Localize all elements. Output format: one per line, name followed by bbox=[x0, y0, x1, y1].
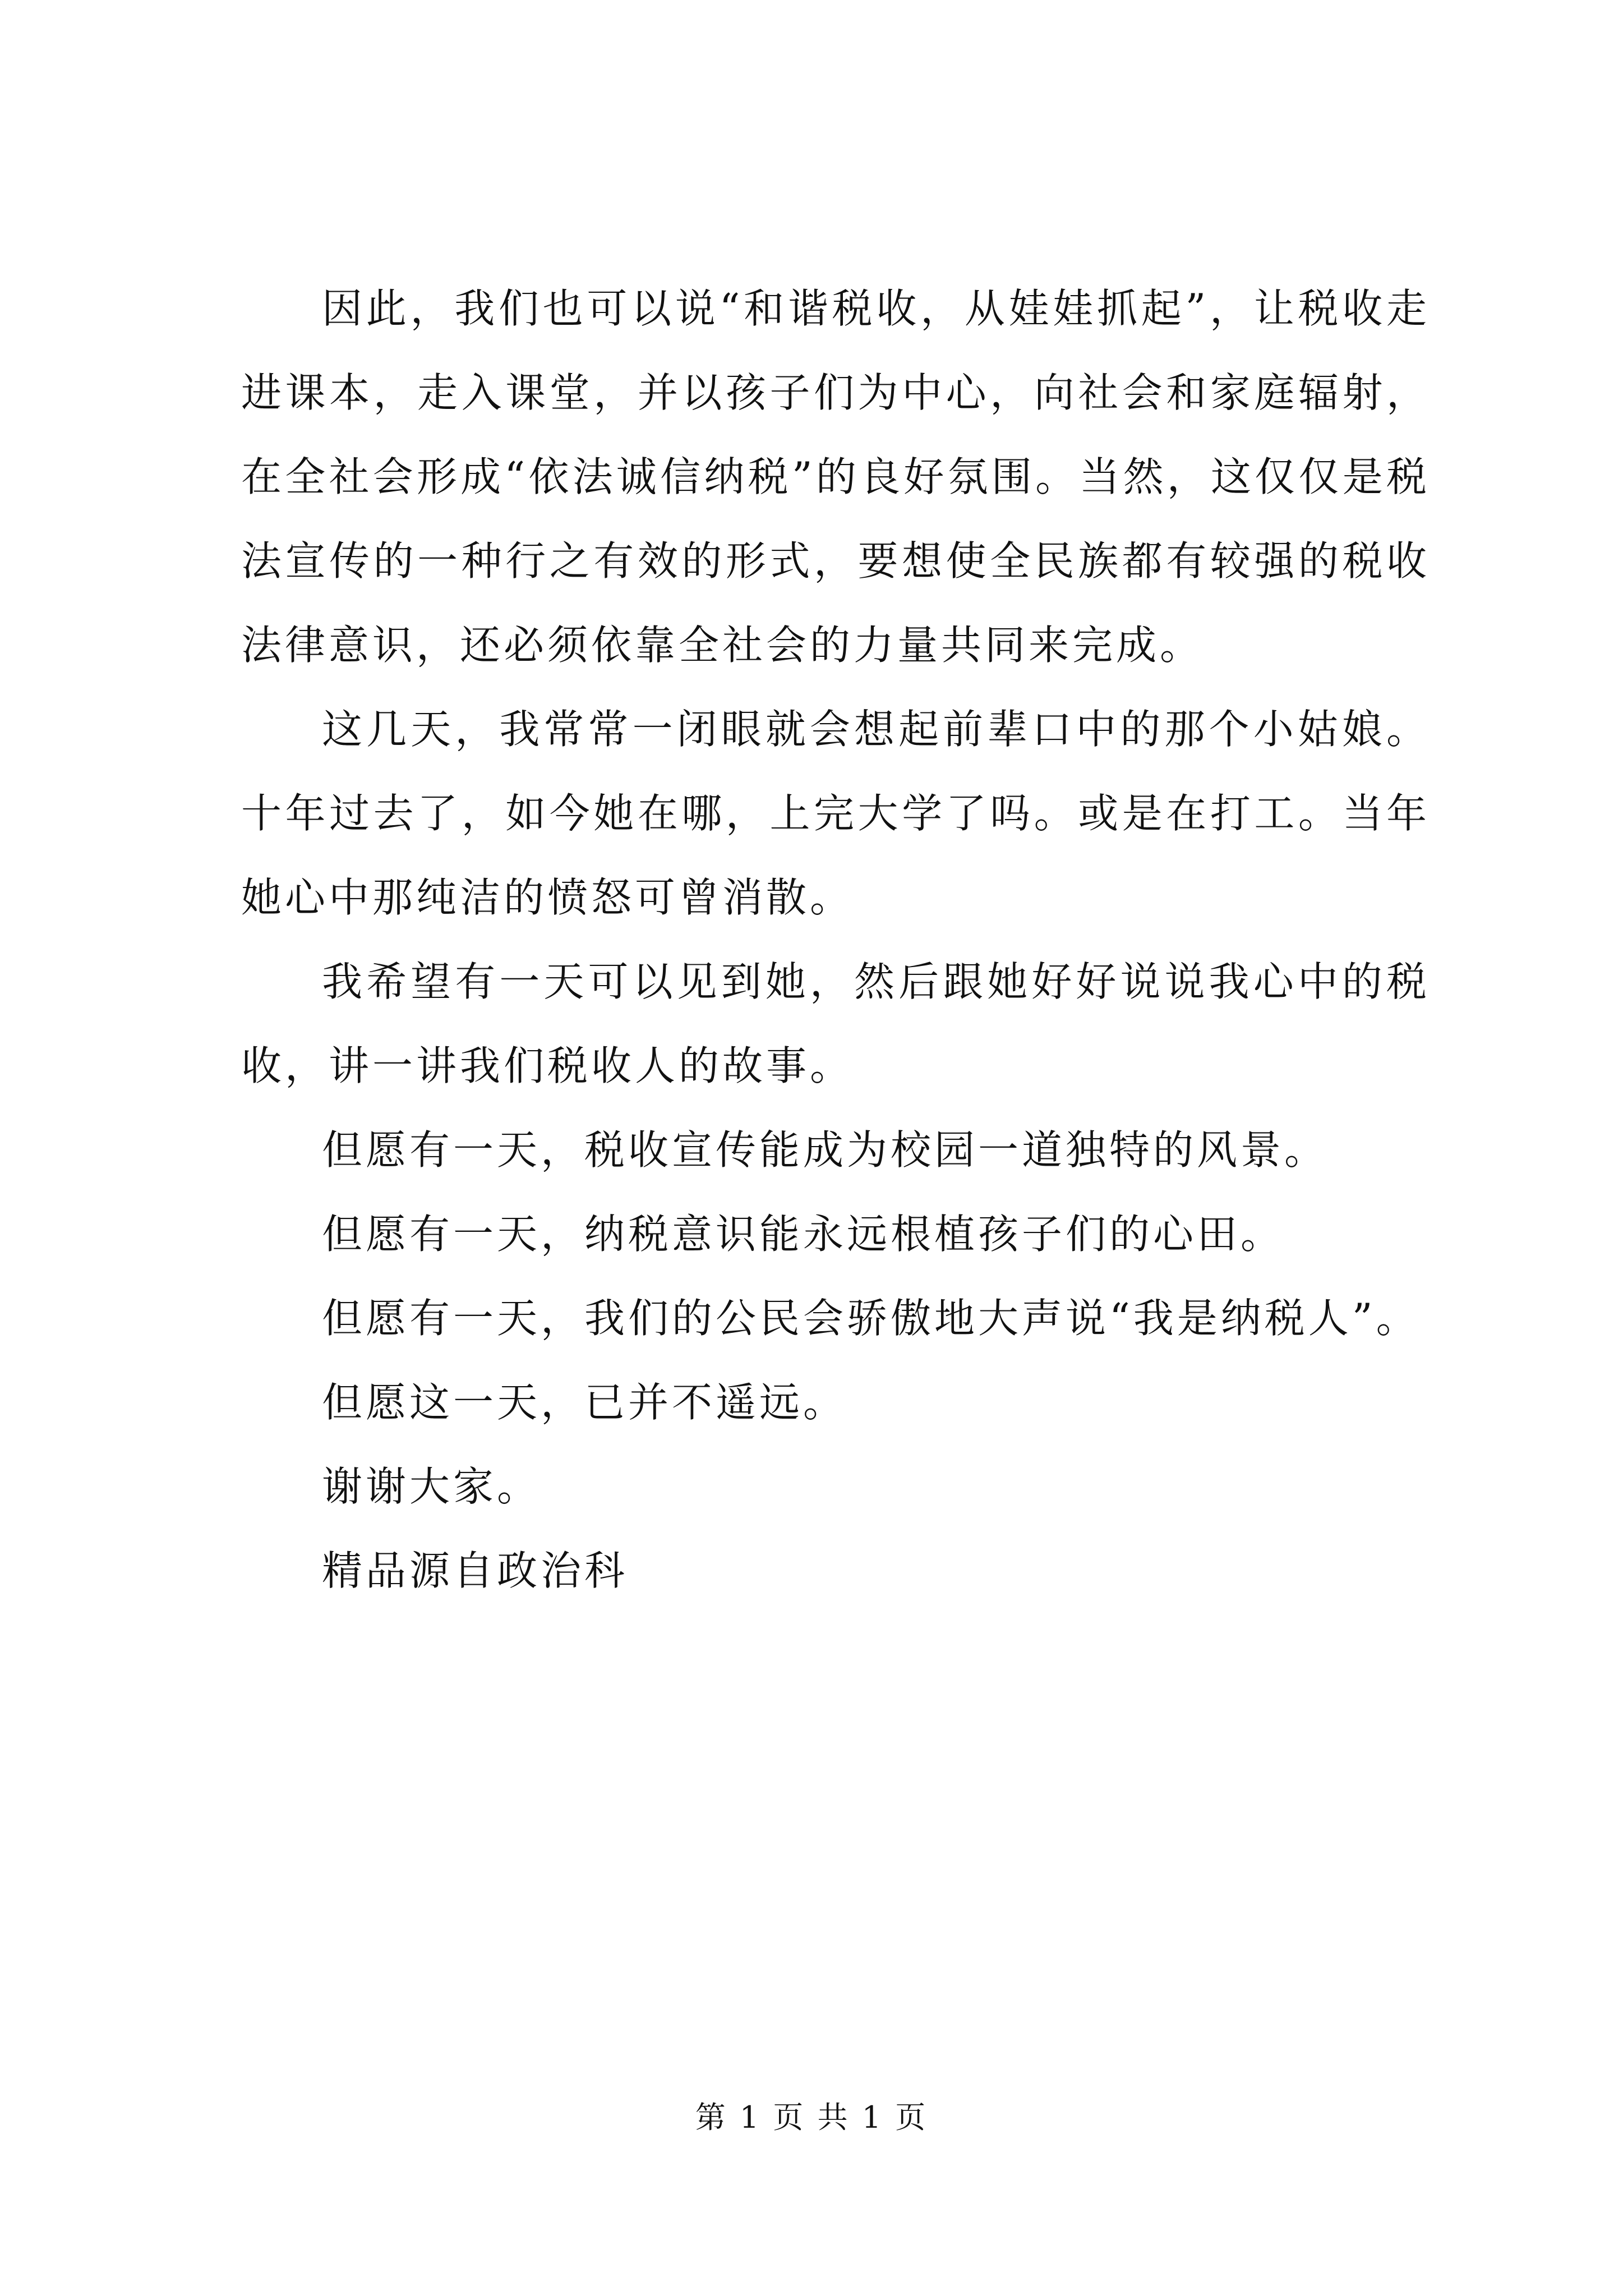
paragraph-2: 这几天，我常常一闭眼就会想起前辈口中的那个小姑娘。十年过去了，如今她在哪，上完大学了吗。或是在打工。当年她心中那纯洁的愤怒可曾消散。 bbox=[241, 706, 1430, 921]
wish-line-1: 但愿有一天，税收宣传能成为校园一道独特的风景。 bbox=[322, 1126, 1329, 1174]
page-number-footer: 第 1 页 共 1 页 bbox=[695, 2100, 928, 2135]
wish-line-3: 但愿有一天，我们的公民会骄傲地大声说“我是纳税人”。 bbox=[322, 1295, 1420, 1342]
wish-line-2: 但愿有一天，纳税意识能永远根植孩子们的心田。 bbox=[322, 1211, 1285, 1258]
paragraph-3: 我希望有一天可以见到她，然后跟她好好说说我心中的税收，讲一讲我们税收人的故事。 bbox=[241, 958, 1430, 1089]
thanks-line: 谢谢大家。 bbox=[322, 1463, 541, 1510]
wish-line-4: 但愿这一天，已并不遥远。 bbox=[322, 1379, 847, 1426]
paragraph-1: 因此，我们也可以说“和谐税收，从娃娃抓起”，让税收走进课本，走入课堂，并以孩子们为中心，向社会和家庭辐射，在全社会形成“依法诚信纳税”的良好氛围。当然，这仅仅是税法宣传的一种行之有效的形式，要想使全民族都有较强的税收法律意识，还必须依靠全社会的力量共同来完成。 bbox=[241, 285, 1430, 669]
source-line: 精品源自政治科 bbox=[322, 1547, 629, 1594]
document-body bbox=[241, 266, 1430, 1613]
